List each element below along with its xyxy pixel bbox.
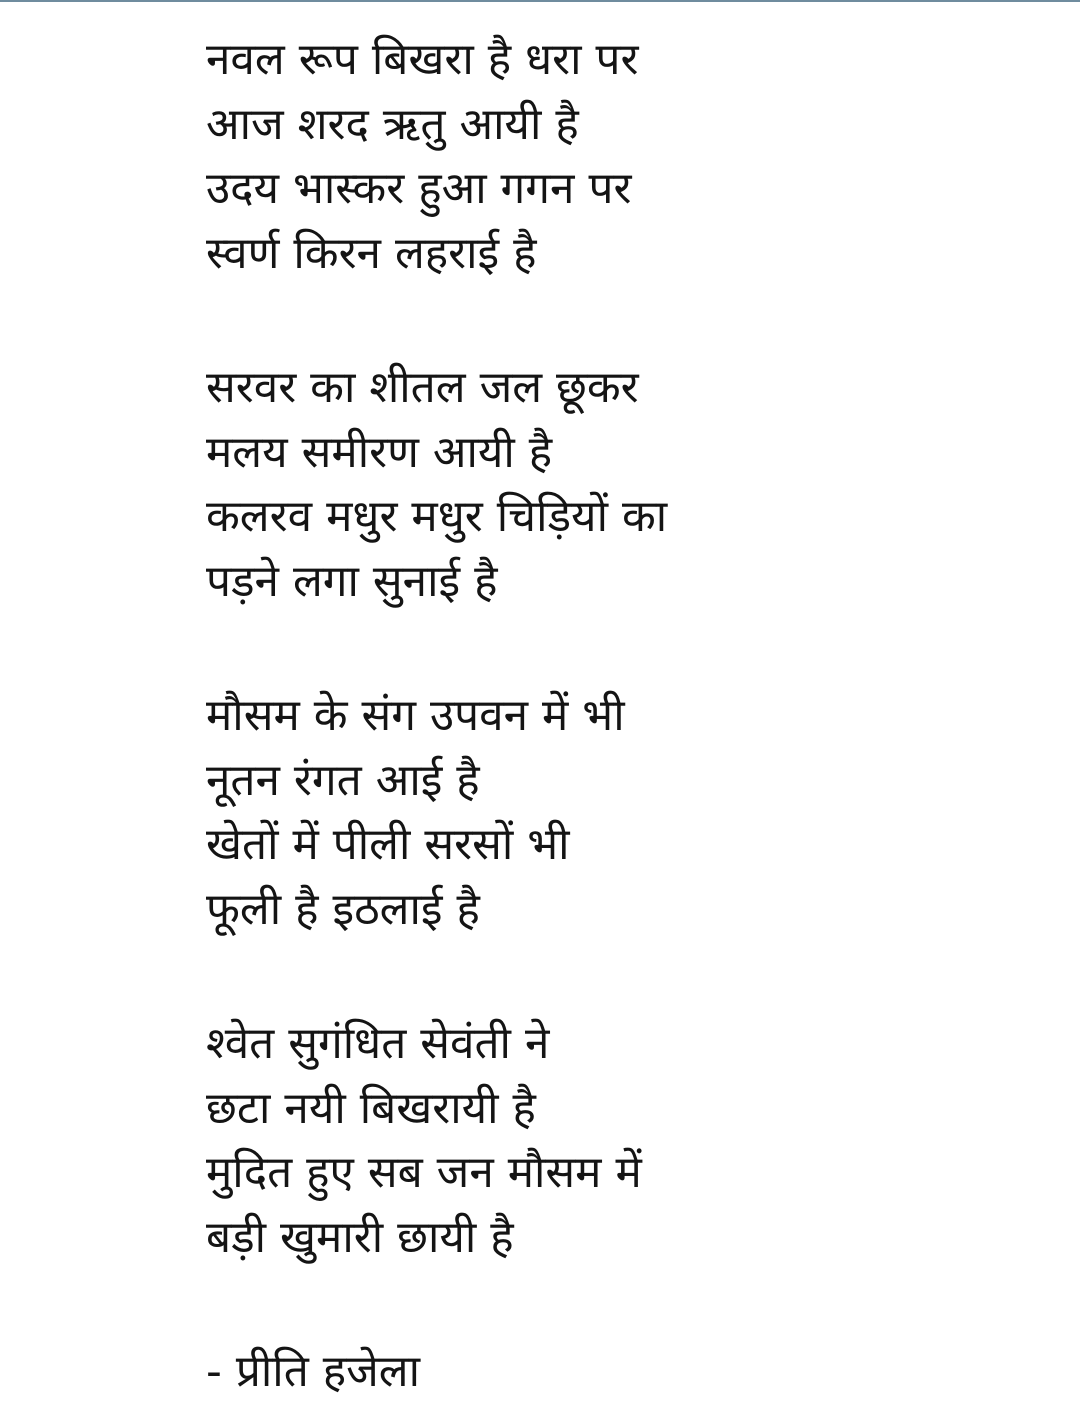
poem-line: नवल रूप बिखरा है धरा पर xyxy=(206,34,639,85)
poem-author: - प्रीति हजेला xyxy=(206,1346,420,1397)
top-border-line xyxy=(0,0,1080,2)
poem-line: नूतन रंगत आई है xyxy=(206,754,480,806)
poem-line: पड़ने लगा सुनाई है xyxy=(206,555,498,607)
poem-line: कलरव मधुर मधुर चिड़ियों का xyxy=(206,491,668,542)
poem-line: मुदित हुए सब जन मौसम में xyxy=(206,1147,642,1198)
poem-line: बड़ी खुमारी छायी है xyxy=(206,1211,514,1263)
poem-line: फूली है इठलाई है xyxy=(206,883,480,935)
poem-line: सरवर का शीतल जल छूकर xyxy=(206,362,639,413)
poem-line: श्वेत सुगंधित सेवंती ने xyxy=(206,1018,550,1069)
poem-line: आज शरद ऋतु आयी है xyxy=(206,98,579,150)
poem xyxy=(206,28,1026,1405)
poem-line: खेतों में पीली सरसों भी xyxy=(206,819,570,870)
poem-line: मौसम के संग उपवन में भी xyxy=(206,690,625,741)
stanza-2 xyxy=(206,356,1026,614)
stanza-1 xyxy=(206,28,1026,286)
poem-line: छटा नयी बिखरायी है xyxy=(206,1082,536,1134)
poem-line: स्वर्ण किरन लहराई है xyxy=(206,227,537,279)
stanza-3 xyxy=(206,684,1026,942)
stanza-4 xyxy=(206,1012,1026,1270)
poem-line: मलय समीरण आयी है xyxy=(206,426,553,478)
poem-line: उदय भास्कर हुआ गगन पर xyxy=(206,163,632,214)
